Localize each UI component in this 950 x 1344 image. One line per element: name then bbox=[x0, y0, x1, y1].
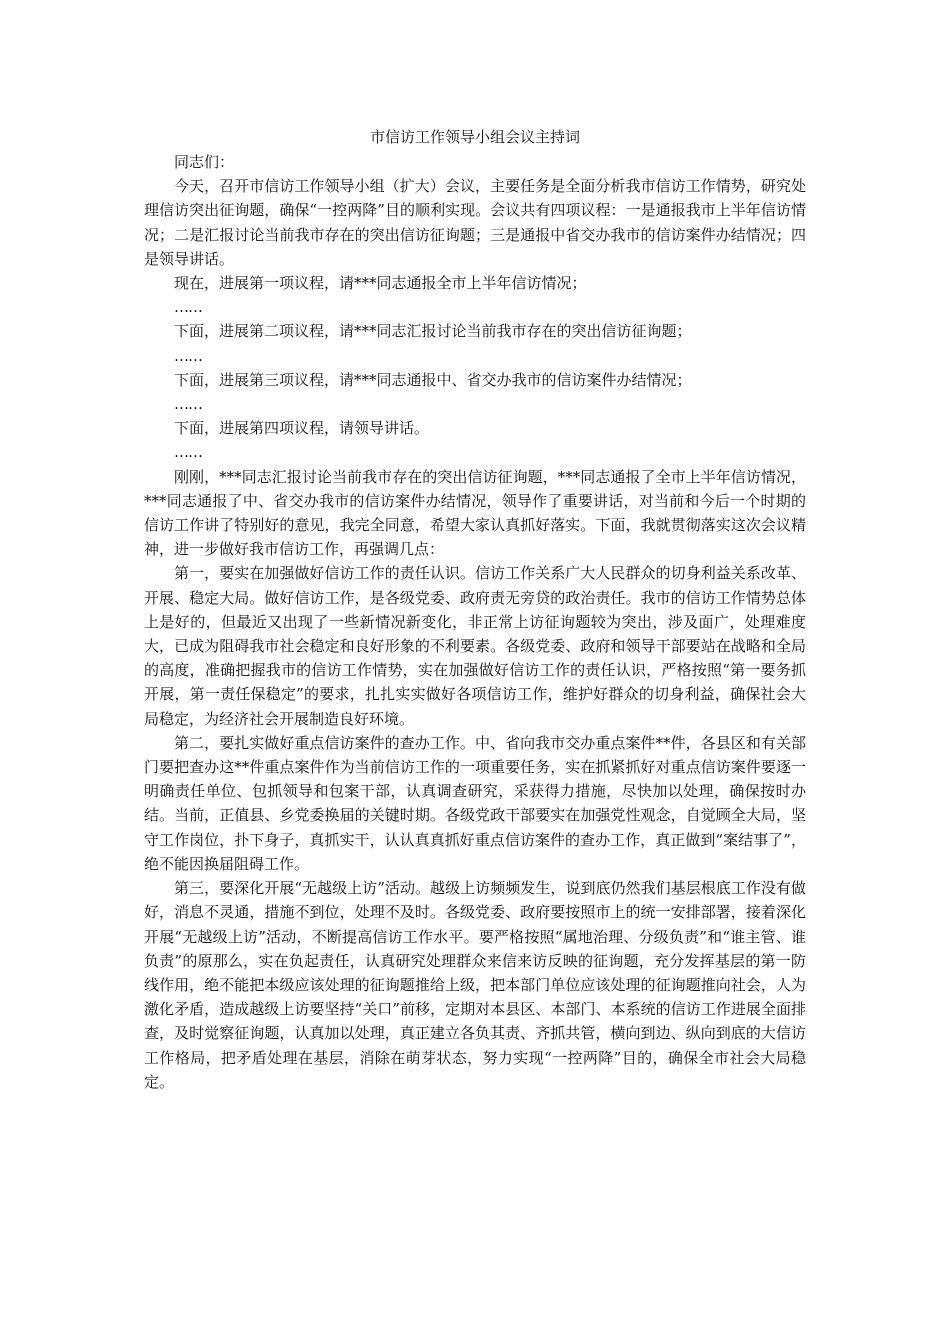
paragraph-agenda-3: 下面，进展第三项议程，请***同志通报中、省交办我市的信访案件办结情况； bbox=[174, 370, 692, 389]
paragraph-point-2: 第二，要扎实做好重点信访案件的查办工作。中、省向我市交办重点案件**件，各县区和有关部门要把查办这**件重点案件作为当前信访工作的一项重要任务，实在抓紧抓好对重点信访案件要逐一明确责任单位、包抓领导和包案干部，认真调查研究，采获得力措施，尽快加以处理，确保按时办结。当前，正值县、乡党委换届的关键时期。各级党政干部要实在加强党性观念，自觉顾全大局，坚守工作岗位，扑下身子，真抓实干，认认真真抓好重点信访案件的查办工作，真正做到“案结事了”，绝不能因换届阻碍工作。 bbox=[144, 733, 806, 873]
ellipsis-4: …… bbox=[174, 443, 202, 462]
paragraph-agenda-1: 现在，进展第一项议程，请***同志通报全市上半年信访情况； bbox=[174, 274, 587, 293]
ellipsis-2: …… bbox=[174, 346, 202, 365]
document-page bbox=[144, 124, 806, 1094]
paragraph-agenda-4: 下面，进展第四项议程，请领导讲话。 bbox=[174, 419, 430, 438]
paragraph-agenda-2: 下面，进展第二项议程，请***同志汇报讨论当前我市存在的突出信访征询题； bbox=[174, 322, 692, 341]
ellipsis-1: …… bbox=[174, 298, 202, 317]
paragraph-point-3: 第三，要深化开展“无越级上访”活动。越级上访频频发生，说到底仍然我们基层根底工作没有做好，消息不灵通，措施不到位，处理不及时。各级党委、政府要按照市上的统一安排部署，接着深化开展“无越级上访”活动，不断提高信访工作水平。要严格按照“属地治理、分级负责”和“谁主管、谁负责”的原那么，实在负起责任，认真研究处理群众来信来访反映的征询题，充分发挥基层的第一防线作用，绝不能把本级应该处理的征询题推给上级，把本部门单位应该处理的征询题推向社会，人为激化矛盾，造成越级上访要坚持“关口”前移，定期对本县区、本部门、本系统的信访工作进展全面排查，及时觉察征询题，认真加以处理，真正建立各负其责、齐抓共管，横向到边、纵向到底的大信访工作格局，把矛盾处理在基层，消除在萌芽状态，努力实现“一控两降”目的，确保全市社会大局稳定。 bbox=[144, 879, 806, 1091]
salutation: 同志们： bbox=[174, 153, 235, 171]
paragraph-opening: 今天，召开市信访工作领导小组（扩大）会议，主要任务是全面分析我市信访工作情势，研究处理信访突出征询题，确保“一控两降”目的顺利实现。会议共有四项议程：一是通报我市上半年信访情况；二是汇报讨论当前我市存在的突出信访征询题；三是通报中省交办我市的信访案件办结情况；四是领导讲话。 bbox=[144, 177, 806, 268]
paragraph-summary: 刚刚，***同志汇报讨论当前我市存在的突出信访征询题，***同志通报了全市上半年信访情况，***同志通报了中、省交办我市的信访案件办结情况，领导作了重要讲话，对当前和今后一个时期的信访工作讲了特别好的意见，我完全同意，希望大家认真抓好落实。下面，我就贯彻落实这次会议精神，进一步做好我市信访工作，再强调几点： bbox=[144, 467, 806, 559]
paragraph-point-1: 第一，要实在加强做好信访工作的责任认识。信访工作关系广大人民群众的切身利益关系改革、开展、稳定大局。做好信访工作，是各级党委、政府责无旁贷的政治责任。我市的信访工作情势总体上是好的，但最近又出现了一些新情况新变化，非正常上访征询题较为突出，涉及面广，处理难度大，已成为阻碍我市社会稳定和良好形象的不利要素。各级党委、政府和领导干部要站在战略和全局的高度，准确把握我市的信访工作情势，实在加强做好信访工作的责任认识，严格按照“第一要务抓开展，第一责任保稳定”的要求，扎扎实实做好各项信访工作，维护好群众的切身利益，确保社会大局稳定，为经济社会开展制造良好环境。 bbox=[144, 564, 806, 728]
ellipsis-3: …… bbox=[174, 395, 202, 414]
document-title: 市信访工作领导小组会议主持词 bbox=[369, 128, 580, 146]
